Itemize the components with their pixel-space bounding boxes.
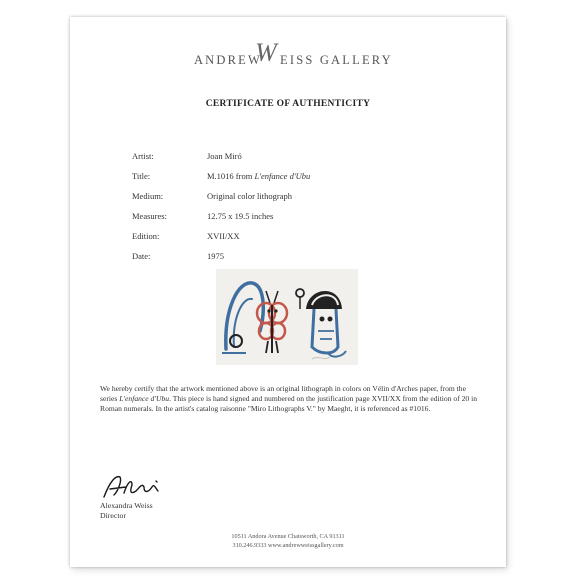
gallery-logo <box>70 37 506 67</box>
detail-label: Edition: <box>132 231 160 241</box>
detail-label: Medium: <box>132 191 164 201</box>
handwritten-signature <box>100 471 170 501</box>
gallery-name-left: ANDREW <box>193 53 262 67</box>
detail-value: Original color lithograph <box>207 191 292 201</box>
monogram-letter: W <box>255 39 277 67</box>
statement-part-2: . This piece is hand signed and numbered on the justification page XVII/XX from the edition of 20 in Roman numerals. In the artist's catalog raisonne "Miro Lithographs V." by Maeght, it is referenced as #1016. <box>100 394 478 414</box>
title-italic: L'enfance d'Ubu <box>254 171 311 181</box>
artwork-image <box>216 269 358 365</box>
detail-label: Date: <box>132 251 151 261</box>
footer-contact: 310.246.9333 www.andrewweissgallery.com <box>232 542 344 549</box>
lithograph-illustration <box>216 269 358 365</box>
signer-name: Alexandra Weiss <box>100 501 153 510</box>
certification-statement <box>100 384 478 415</box>
statement-series-title: L'enfance d'Ubu <box>119 394 170 404</box>
gallery-name-right: EISS GALLERY <box>280 53 393 67</box>
certificate-sheet <box>70 17 506 567</box>
title-prefix: M.1016 from <box>207 171 255 181</box>
statement-part-1: We hereby certify that the artwork mentioned above is an original lithograph in colors on Vélin d'Arches paper, from the series <box>100 384 466 404</box>
detail-label: Artist: <box>132 151 154 161</box>
detail-label: Title: <box>132 171 151 181</box>
signer-title: Director <box>100 511 126 520</box>
detail-value: Joan Miró <box>207 151 242 161</box>
detail-value: 1975 <box>207 251 224 261</box>
detail-value: XVII/XX <box>207 231 240 241</box>
certificate-title: CERTIFICATE OF AUTHENTICITY <box>205 99 371 109</box>
detail-label: Measures: <box>132 211 167 221</box>
footer-address: 10511 Andora Avenue Chatsworth, CA 91311 <box>231 533 345 540</box>
detail-value <box>207 171 310 181</box>
detail-value: 12.75 x 19.5 inches <box>207 211 274 221</box>
